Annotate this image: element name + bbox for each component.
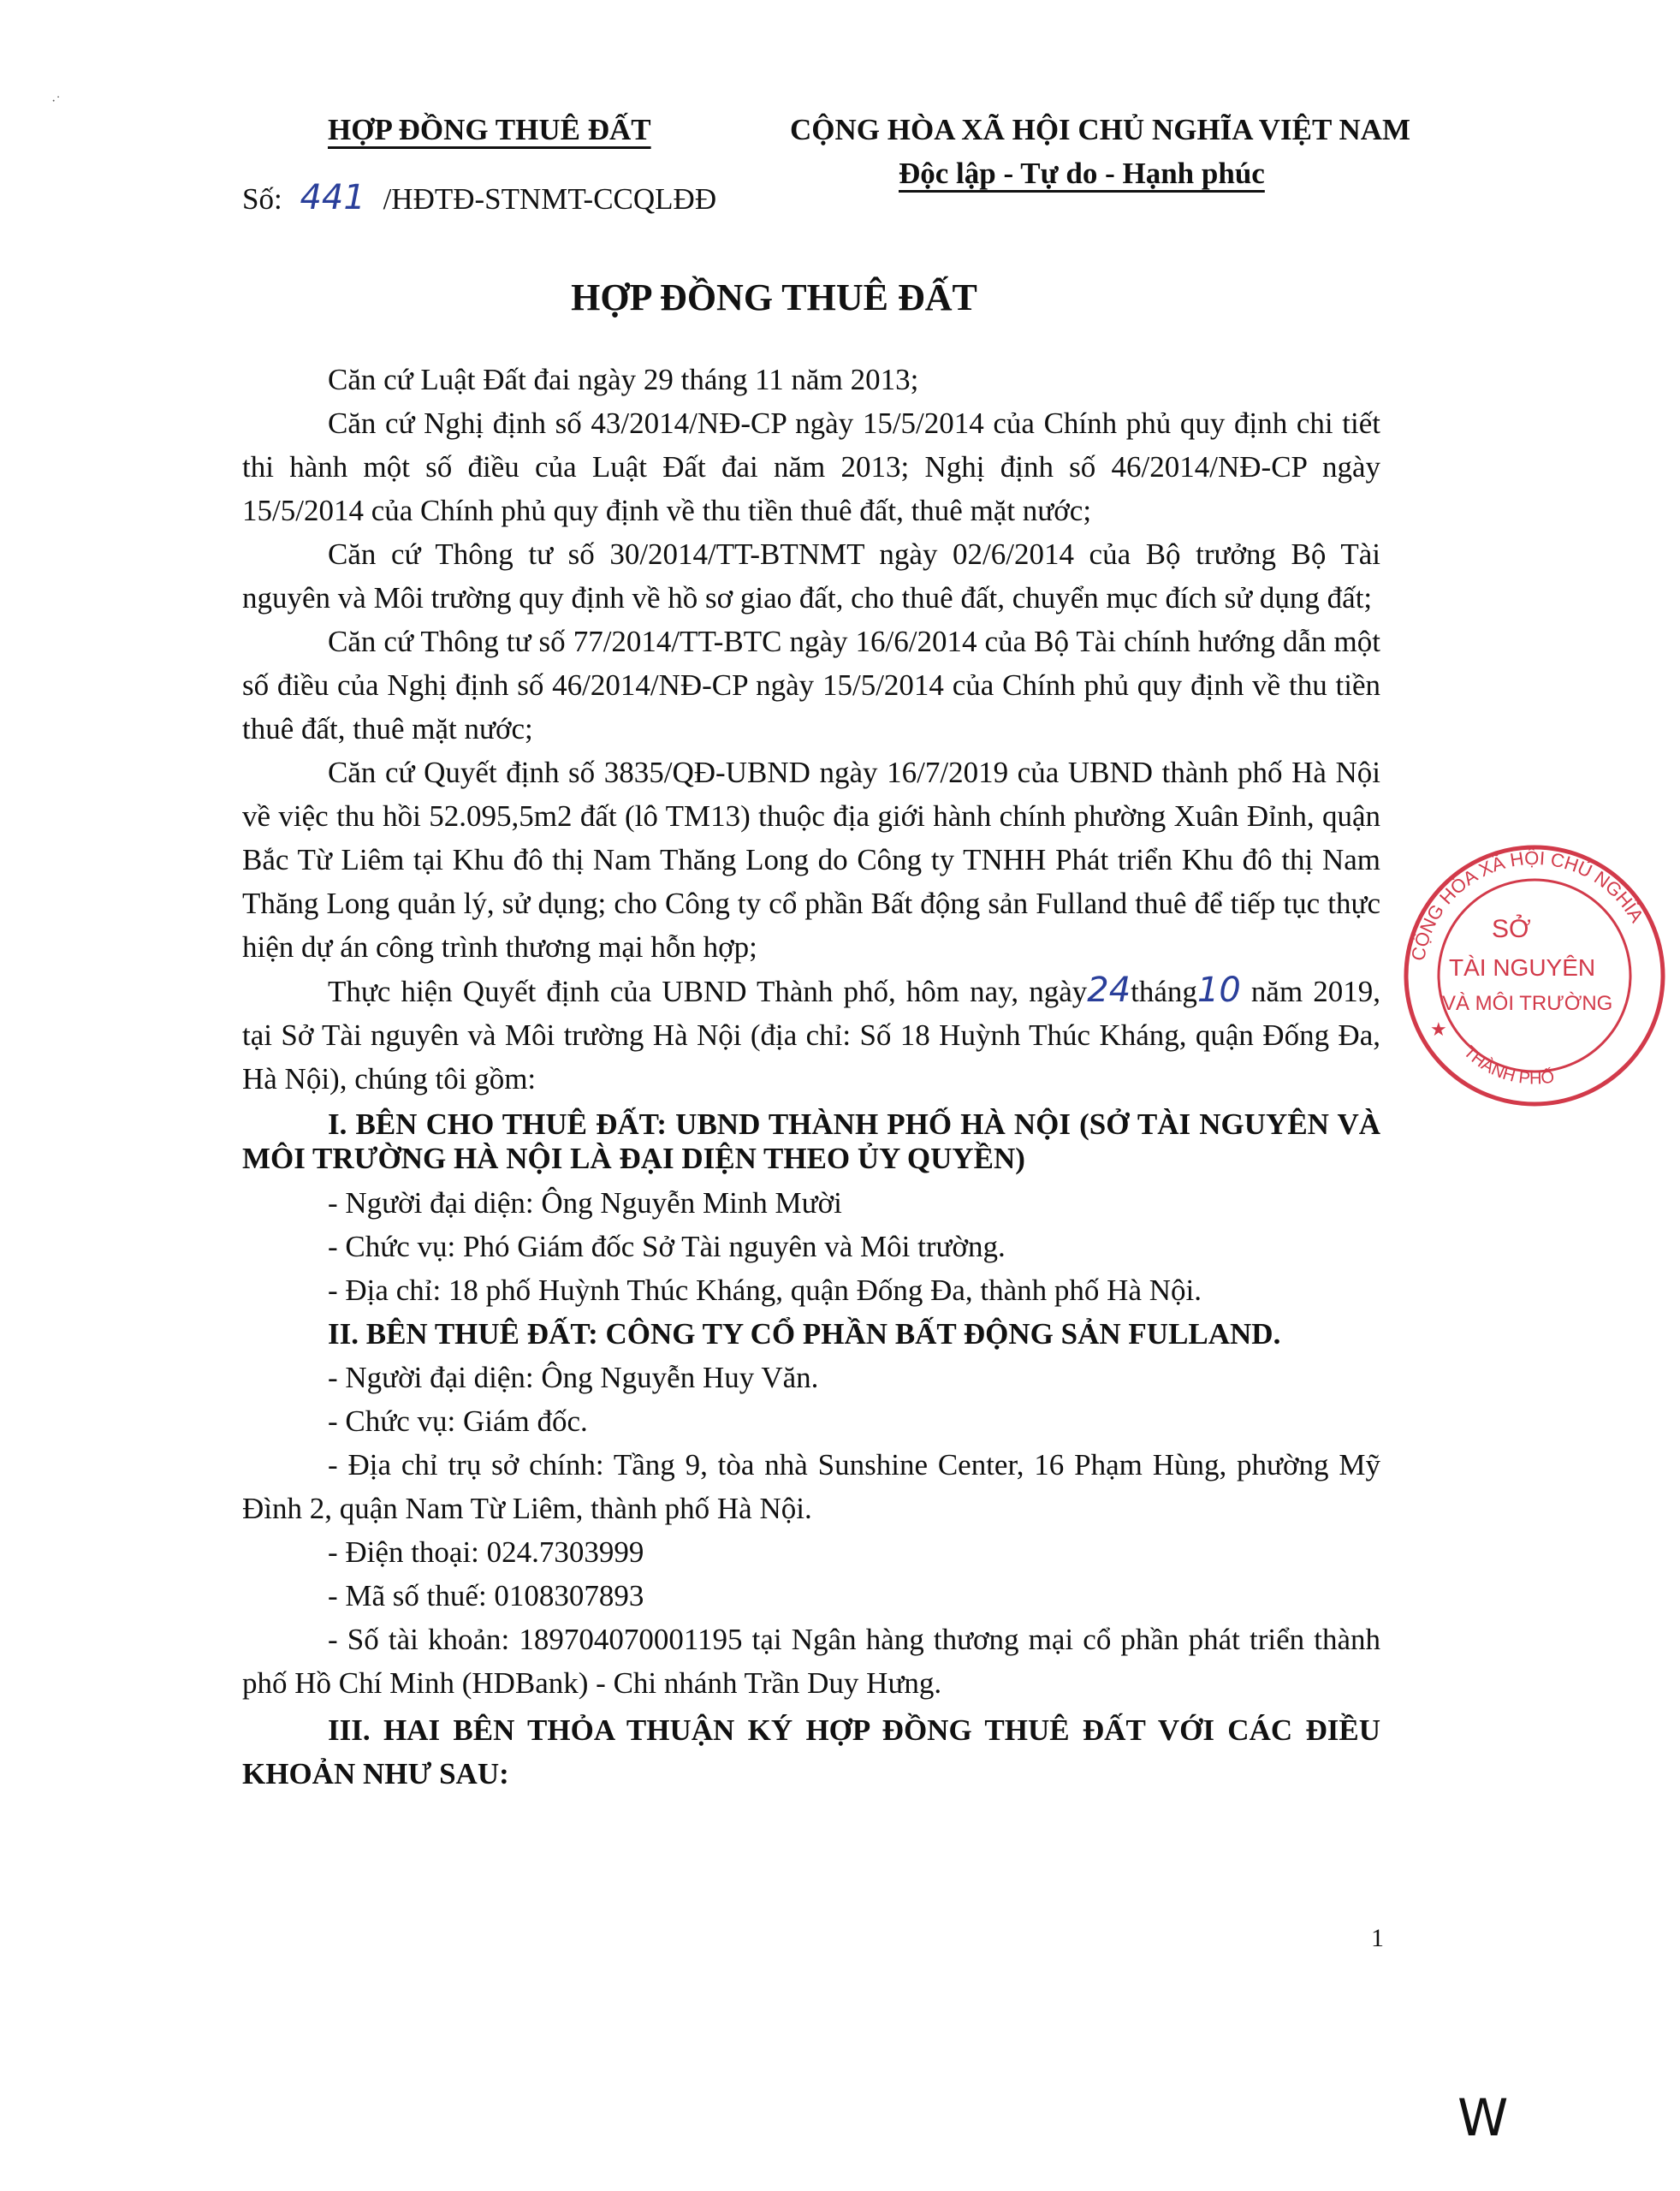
legal-basis-3: Căn cứ Thông tư số 30/2014/TT-BTNMT ngày 02/6/2014 của Bộ trưởng Bộ Tài nguyên và Môi trường quy định về hồ sơ giao đất, cho thuê đất, chuyển mục đích sử dụng đất; (242, 537, 1380, 615)
document-title: HỢP ĐỒNG THUÊ ĐẤT (571, 276, 977, 318)
national-title: CỘNG HÒA XÃ HỘI CHỦ NGHĨA VIỆT NAM (790, 113, 1411, 146)
section-1-heading: I. BÊN CHO THUÊ ĐẤT: UBND THÀNH PHỐ HÀ NỘI (SỞ TÀI NGUYÊN VÀ MÔI TRƯỜNG HÀ NỘI LÀ ĐẠI DIỆN THEO ỦY QUYỀN) (242, 1107, 1380, 1175)
contract-number (242, 178, 716, 217)
lessee-tax-code: - Mã số thuế: 0108307893 (328, 1579, 644, 1612)
seal-line-1: SỞ (1492, 915, 1531, 943)
lessee-phone: - Điện thoại: 024.7303999 (328, 1535, 644, 1569)
national-motto: Độc lập - Tự do - Hạnh phúc (899, 157, 1265, 190)
seal-bottom-text: THÀNH PHỐ (1459, 1042, 1556, 1089)
seal-line-3: VÀ MÔI TRƯỜNG (1442, 992, 1613, 1015)
seal-graphic (1389, 843, 1680, 1108)
page-number: 1 (1371, 1924, 1384, 1952)
section-3-heading: III. HAI BÊN THỎA THUẬN KÝ HỢP ĐỒNG THUÊ ĐẤT VỚI CÁC ĐIỀU KHOẢN NHƯ SAU: (242, 1713, 1380, 1790)
handwritten-day: 24 (1087, 971, 1131, 1010)
execution-part2: tháng (1131, 975, 1197, 1008)
initial-signature: W (1457, 2088, 1509, 2148)
lessor-representative: - Người đại diện: Ông Nguyễn Minh Mười (328, 1186, 842, 1220)
scan-speck: ·˙ (51, 94, 61, 109)
legal-basis-4: Căn cứ Thông tư số 77/2014/TT-BTC ngày 16/6/2014 của Bộ Tài chính hướng dẫn một số điều của Nghị định số 46/2014/NĐ-CP ngày 15/5/2014 của Chính phủ quy định về thu tiền thuê đất, thuê mặt nước; (242, 625, 1380, 745)
lessee-bank-account: - Số tài khoản: 189704070001195 tại Ngân hàng thương mại cổ phần phát triển thành phố Hồ Chí Minh (HDBank) - Chi nhánh Trần Duy Hưng. (242, 1623, 1380, 1700)
lessor-position: - Chức vụ: Phó Giám đốc Sở Tài nguyên và Môi trường. (328, 1230, 1006, 1263)
handwritten-number: 441 (300, 178, 365, 217)
section-2-heading: II. BÊN THUÊ ĐẤT: CÔNG TY CỔ PHẦN BẤT ĐỘNG SẢN FULLAND. (328, 1317, 1281, 1351)
lessee-position: - Chức vụ: Giám đốc. (328, 1404, 588, 1438)
seal-ring-text: CỘNG HÒA XÃ HỘI CHỦ NGHĨA (1407, 846, 1648, 963)
lessor-address: - Địa chỉ: 18 phố Huỳnh Thúc Kháng, quận Đống Đa, thành phố Hà Nội. (328, 1274, 1202, 1307)
execution-part1: Thực hiện Quyết định của UBND Thành phố, hôm nay, ngày (328, 975, 1088, 1008)
lessee-address: - Địa chỉ trụ sở chính: Tầng 9, tòa nhà Sunshine Center, 16 Phạm Hùng, phường Mỹ Đình 2, quận Nam Từ Liêm, thành phố Hà Nội. (242, 1448, 1380, 1525)
execution-paragraph (242, 969, 1380, 1101)
document-body (242, 358, 1380, 1796)
seal-line-2: TÀI NGUYÊN (1449, 954, 1596, 981)
legal-basis-2: Căn cứ Nghị định số 43/2014/NĐ-CP ngày 15/5/2014 của Chính phủ quy định chi tiết thi hành một số điều của Luật Đất đai năm 2013; Nghị định số 46/2014/NĐ-CP ngày 15/5/2014 của Chính phủ quy định về thu tiền thuê đất, thuê mặt nước; (242, 407, 1380, 527)
contract-short-title: HỢP ĐỒNG THUÊ ĐẤT (328, 113, 651, 146)
number-label: Số: (242, 182, 282, 216)
legal-basis-5: Căn cứ Quyết định số 3835/QĐ-UBND ngày 16/7/2019 của UBND thành phố Hà Nội về việc thu hồi 52.095,5m2 đất (lô TM13) thuộc địa giới hành chính phường Xuân Đỉnh, quận Bắc Từ Liêm tại Khu đô thị Nam Thăng Long do Công ty TNHH Phát triển Khu đô thị Nam Thăng Long quản lý, sử dụng; cho Công ty cổ phần Bất động sản Fulland thuê để tiếp tục thực hiện dự án công trình thương mại hỗn hợp; (242, 756, 1380, 964)
number-suffix: /HĐTĐ-STNMT-CCQLĐĐ (383, 182, 717, 216)
handwritten-month: 10 (1196, 971, 1241, 1010)
seal-star-icon: ★ (1430, 1019, 1447, 1041)
official-seal (1389, 843, 1648, 1108)
lessee-representative: - Người đại diện: Ông Nguyễn Huy Văn. (328, 1361, 819, 1394)
legal-basis-1: Căn cứ Luật Đất đai ngày 29 tháng 11 năm 2013; (328, 363, 919, 396)
execution-part3: năm 2019, tại Sở Tài nguyên và Môi trường Hà Nội (địa chỉ: Số 18 Huỳnh Thúc Kháng, quận Đống Đa, Hà Nội), chúng tôi gồm: (242, 975, 1380, 1096)
